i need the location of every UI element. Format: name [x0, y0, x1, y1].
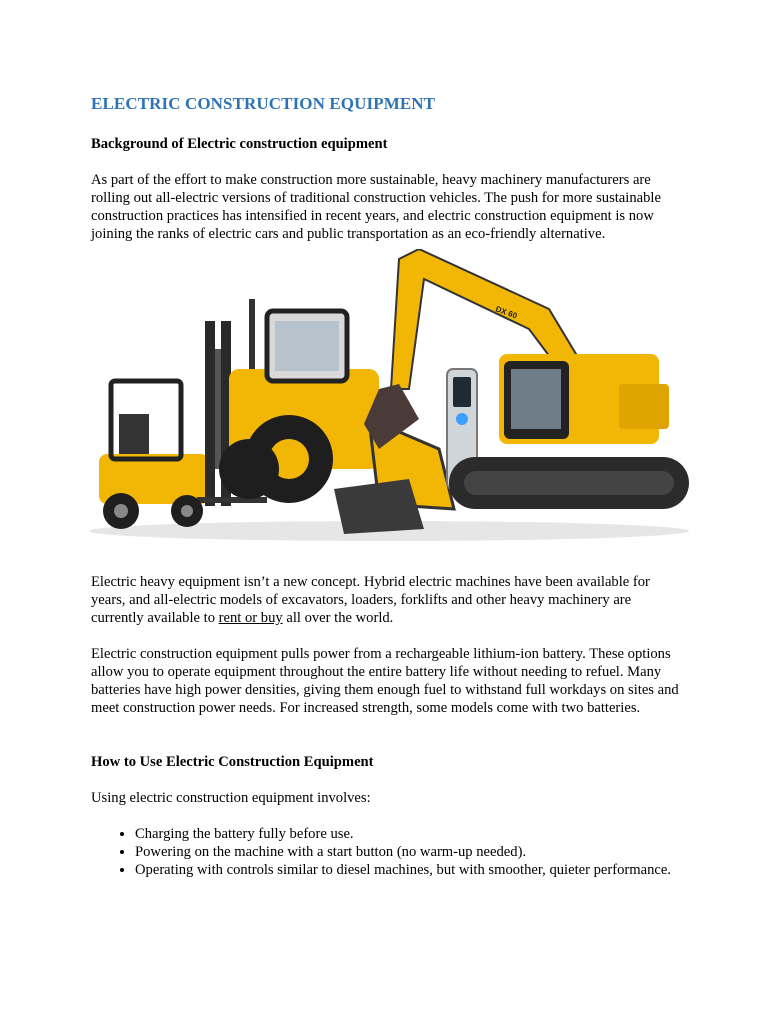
equipment-svg [79, 249, 699, 545]
rent-or-buy-link[interactable]: rent or buy [218, 610, 283, 626]
usage-steps-list [91, 825, 681, 879]
paragraph-usage-intro: Using electric construction equipment involves: [91, 790, 371, 806]
paragraph-concept-text-end: all over the world. [282, 610, 394, 626]
list-item: • Charging the battery fully before use. [135, 825, 681, 843]
document-body [91, 92, 681, 879]
section-heading-how-to-use: How to Use Electric Construction Equipment [91, 754, 374, 770]
list-item: • Powering on the machine with a start button (no warm-up needed). [135, 843, 681, 861]
paragraph-concept-text-start: Electric heavy equipment isn’t a new concept. Hybrid electric machines have been available for years, and all-electric models of excavators, loaders, forklifts and other heavy machinery are currently available to [91, 574, 650, 626]
section-heading-background: Background of Electric construction equipment [91, 136, 388, 152]
paragraph-battery: Electric construction equipment pulls power from a rechargeable lithium-ion battery. These options allow you to operate equipment throughout the entire battery life without needing to refuel. Many batteries have high power densities, giving them enough fuel to withstand full workdays on sites and meet construction power needs. For increased strength, some models come with two batteries. [91, 646, 679, 716]
paragraph-intro: As part of the effort to make construction more sustainable, heavy machinery manufacturers are rolling out all-electric versions of traditional construction vehicles. The push for more sustainable construction practices has intensified in recent years, and electric construction equipment is now joining the ranks of electric cars and public transportation as an eco-friendly alternative. [91, 172, 661, 242]
equipment-illustration [79, 249, 699, 545]
list-item: • Operating with controls similar to diesel machines, but with smoother, quieter performance. [135, 861, 681, 879]
paragraph-concept [91, 573, 681, 627]
excavator-model-label: DX 60 [494, 304, 519, 321]
document-title: ELECTRIC CONSTRUCTION EQUIPMENT [91, 94, 436, 113]
